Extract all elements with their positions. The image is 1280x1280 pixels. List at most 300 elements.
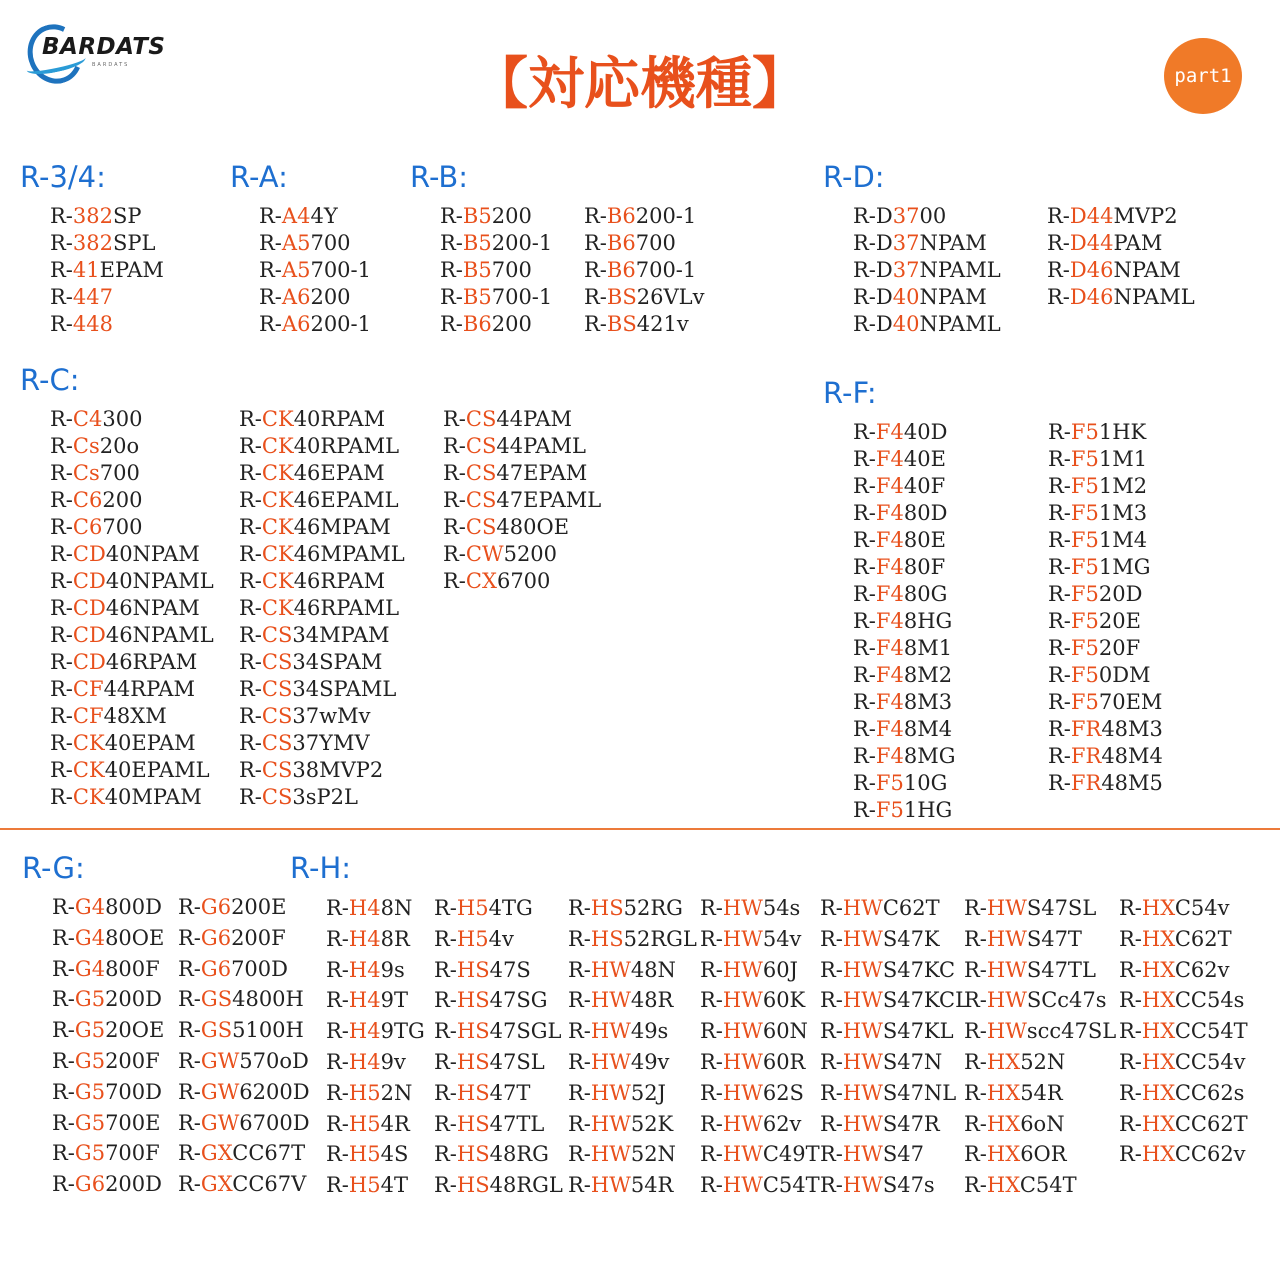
- model-series-code: CS: [465, 434, 497, 458]
- model-item: [52, 1015, 164, 1046]
- model-series-code: CS: [465, 407, 497, 431]
- model-suffix: 46EPAML: [293, 488, 399, 512]
- model-prefix: R-: [50, 785, 73, 809]
- model-suffix: 8M4: [903, 717, 953, 741]
- model-series-code: HX: [1141, 988, 1175, 1013]
- model-prefix: R-: [50, 312, 73, 336]
- model-prefix: R-: [1119, 1049, 1142, 1074]
- model-prefix: R-: [853, 690, 876, 714]
- model-series-code: 448: [72, 312, 114, 336]
- model-item: [568, 1047, 697, 1078]
- model-item: [50, 757, 214, 784]
- model-item: [50, 622, 214, 649]
- model-suffix: 40MPAM: [104, 785, 202, 809]
- model-suffix: 8R: [380, 926, 410, 951]
- model-prefix: R-: [239, 488, 262, 512]
- model-item: [964, 1047, 1116, 1078]
- model-prefix: R-: [178, 1079, 201, 1104]
- model-suffix: 00: [919, 204, 947, 228]
- model-series-code: CK: [261, 596, 294, 620]
- model-item: [820, 985, 969, 1016]
- heading-rg: R-G:: [22, 851, 85, 885]
- model-series-code: GW: [200, 1110, 240, 1135]
- model-suffix: SPL: [113, 231, 156, 255]
- model-prefix: R-D: [853, 312, 893, 336]
- model-suffix: 1HK: [1098, 420, 1147, 444]
- model-list-rd-col2: [1047, 203, 1195, 311]
- model-item: [434, 1078, 563, 1109]
- model-series-code: G6: [200, 956, 232, 981]
- model-prefix: R-: [443, 407, 466, 431]
- model-prefix: R-: [326, 926, 349, 951]
- model-item: [443, 541, 601, 568]
- model-series-code: G5: [74, 1141, 106, 1166]
- model-suffix: 1M4: [1098, 528, 1148, 552]
- model-suffix: 62v: [762, 1111, 802, 1136]
- model-suffix: S47N: [882, 1049, 943, 1074]
- model-prefix: R-: [259, 312, 282, 336]
- model-prefix: R-D: [853, 231, 893, 255]
- model-item: [568, 1139, 697, 1170]
- model-item: [440, 230, 552, 257]
- model-item: [259, 203, 371, 230]
- model-prefix: R-: [50, 407, 73, 431]
- model-item: [50, 514, 214, 541]
- model-list-rd-col1: [853, 203, 1001, 338]
- model-suffix: 700-1: [491, 285, 553, 309]
- model-item: [178, 923, 310, 954]
- model-suffix: 8M1: [903, 636, 953, 660]
- model-suffix: 480OE: [496, 515, 570, 539]
- model-suffix: 8N: [380, 896, 413, 920]
- model-series-code: CD: [72, 569, 106, 593]
- model-prefix: R-: [1048, 447, 1071, 471]
- model-suffix: 47EPAML: [496, 488, 602, 512]
- model-suffix: 200: [491, 312, 532, 336]
- model-prefix: R-: [1119, 957, 1142, 982]
- model-item: [700, 893, 820, 924]
- model-series-code: F4: [875, 474, 904, 498]
- model-suffix: 47SG: [489, 988, 548, 1013]
- model-series-code: HS: [590, 896, 624, 920]
- model-suffix: 48M5: [1101, 771, 1163, 795]
- model-series-code: HW: [722, 1019, 763, 1044]
- model-prefix: R-: [853, 474, 876, 498]
- model-suffix: 4TG: [488, 896, 533, 920]
- model-item: [52, 1108, 164, 1139]
- model-item: [964, 1109, 1116, 1140]
- model-series-code: F5: [875, 798, 904, 822]
- model-suffix: 47S: [489, 957, 531, 982]
- model-item: [853, 662, 956, 689]
- heading-r34: R-3/4:: [20, 160, 106, 194]
- model-series-code: F4: [875, 663, 904, 687]
- model-prefix: R-: [326, 1080, 349, 1105]
- model-series-code: F5: [1070, 609, 1099, 633]
- model-item: [700, 985, 820, 1016]
- model-suffix: 37YMV: [292, 731, 370, 755]
- model-prefix: R-: [434, 1111, 457, 1136]
- model-suffix: 38MVP2: [292, 758, 384, 782]
- model-item: [584, 203, 704, 230]
- model-item: [326, 924, 425, 955]
- model-prefix: R-: [820, 1173, 843, 1198]
- model-item: [1119, 924, 1248, 955]
- model-suffix: 40F: [903, 474, 946, 498]
- model-item: [964, 924, 1116, 955]
- model-prefix: R-: [1048, 771, 1071, 795]
- model-prefix: R-: [964, 896, 987, 920]
- model-item: [820, 1078, 969, 1109]
- model-series-code: HW: [842, 1019, 883, 1044]
- model-suffix: NPAM: [919, 285, 987, 309]
- model-item: [326, 1016, 425, 1047]
- model-suffix: NPAM: [919, 231, 987, 255]
- model-item: [1048, 473, 1163, 500]
- model-prefix: R-: [1047, 231, 1070, 255]
- model-list-rg-col1: [52, 892, 164, 1200]
- model-prefix: R-: [820, 1111, 843, 1136]
- model-suffix: 46RPAM: [293, 569, 386, 593]
- model-item: [326, 985, 425, 1016]
- model-item: [50, 703, 214, 730]
- model-series-code: HW: [842, 1049, 883, 1074]
- model-item: [1119, 893, 1248, 924]
- model-prefix: R-: [239, 731, 262, 755]
- model-item: [434, 1047, 563, 1078]
- model-item: [1048, 743, 1163, 770]
- model-prefix: R-: [853, 582, 876, 606]
- model-suffix: S47SL: [1026, 896, 1097, 920]
- model-suffix: 421v: [636, 312, 689, 336]
- model-item: [326, 1047, 425, 1078]
- model-prefix: R-: [820, 1080, 843, 1105]
- model-item: [853, 284, 1001, 311]
- model-prefix: R-: [820, 957, 843, 982]
- model-suffix: 40E: [903, 447, 946, 471]
- model-series-code: G6: [200, 925, 232, 950]
- model-suffix: 47EPAM: [496, 461, 588, 485]
- model-suffix: 46MPAML: [293, 542, 405, 566]
- model-suffix: CC62T: [1174, 1111, 1248, 1136]
- model-prefix: R-: [434, 1173, 457, 1198]
- model-item: [239, 514, 405, 541]
- model-suffix: 48XM: [103, 704, 167, 728]
- model-prefix: R-: [820, 988, 843, 1013]
- model-series-code: HW: [986, 896, 1027, 920]
- model-prefix: R-: [700, 1019, 723, 1044]
- model-prefix: R-D: [853, 285, 893, 309]
- model-prefix: R-: [440, 285, 463, 309]
- model-prefix: R-: [50, 731, 73, 755]
- model-prefix: R-: [434, 988, 457, 1013]
- model-prefix: R-: [50, 461, 73, 485]
- model-prefix: R-D: [853, 258, 893, 282]
- model-suffix: 700: [635, 231, 676, 255]
- model-item: [568, 893, 697, 924]
- model-series-code: G5: [74, 1110, 106, 1135]
- model-item: [853, 608, 956, 635]
- model-series-code: F4: [875, 528, 904, 552]
- model-item: [239, 730, 405, 757]
- model-prefix: R-: [700, 1173, 723, 1198]
- model-suffix: 700D: [105, 1079, 162, 1104]
- model-item: [853, 257, 1001, 284]
- model-prefix: R-: [820, 926, 843, 951]
- model-item: [178, 1046, 310, 1077]
- model-series-code: HW: [842, 988, 883, 1013]
- model-prefix: R-: [239, 434, 262, 458]
- model-prefix: R-: [52, 1141, 75, 1166]
- model-suffix: 20D: [1098, 582, 1143, 606]
- model-prefix: R-: [700, 1080, 723, 1105]
- model-item: [853, 527, 956, 554]
- model-item: [1119, 985, 1248, 1016]
- model-suffix: 9TG: [380, 1019, 425, 1044]
- model-suffix: 2N: [380, 1080, 413, 1105]
- model-prefix: R-: [964, 1173, 987, 1198]
- model-item: [50, 595, 214, 622]
- model-series-code: 382: [72, 231, 114, 255]
- model-suffix: 700-1: [635, 258, 697, 282]
- model-series-code: G4: [74, 895, 106, 919]
- model-prefix: R-: [964, 1080, 987, 1105]
- model-suffix: S47T: [1026, 926, 1082, 951]
- model-prefix: R-: [326, 957, 349, 982]
- model-list-ra-col1: [259, 203, 371, 338]
- model-series-code: F4: [875, 717, 904, 741]
- model-series-code: A5: [281, 231, 311, 255]
- model-suffix: 40NPAM: [105, 542, 200, 566]
- model-series-code: HW: [986, 1019, 1027, 1044]
- model-series-code: H5: [348, 1080, 381, 1105]
- model-series-code: F4: [875, 744, 904, 768]
- model-prefix: R-: [50, 569, 73, 593]
- model-prefix: R-: [239, 650, 262, 674]
- model-item: [820, 1016, 969, 1047]
- model-suffix: 300: [102, 407, 143, 431]
- model-series-code: CK: [72, 785, 105, 809]
- model-suffix: 52J: [630, 1080, 666, 1105]
- model-series-code: CK: [72, 731, 105, 755]
- model-prefix: R-: [52, 1048, 75, 1073]
- model-prefix: R-: [434, 1049, 457, 1074]
- model-item: [853, 473, 956, 500]
- model-prefix: R-: [568, 1142, 591, 1167]
- model-series-code: A5: [281, 258, 311, 282]
- model-series-code: CK: [72, 758, 105, 782]
- model-item: [434, 893, 563, 924]
- model-suffix: 52N: [630, 1142, 676, 1167]
- model-item: [50, 433, 214, 460]
- model-suffix: 47TL: [489, 1111, 545, 1136]
- model-item: [259, 284, 371, 311]
- model-item: [326, 1170, 425, 1201]
- model-prefix: R-: [1047, 204, 1070, 228]
- model-item: [568, 1170, 697, 1201]
- model-series-code: F4: [875, 501, 904, 525]
- model-suffix: 4Y: [310, 204, 338, 228]
- model-suffix: 8M2: [903, 663, 953, 687]
- model-series-code: HX: [1141, 957, 1175, 982]
- model-prefix: R-: [326, 1111, 349, 1136]
- model-suffix: 200F: [105, 1048, 160, 1073]
- model-item: [853, 446, 956, 473]
- model-suffix: 6OR: [1020, 1142, 1067, 1167]
- model-prefix: R-: [259, 204, 282, 228]
- model-list-rh-col2: [434, 893, 563, 1201]
- model-series-code: HS: [590, 926, 624, 951]
- model-prefix: R-: [50, 596, 73, 620]
- model-suffix: 20F: [1098, 636, 1141, 660]
- model-prefix: R-: [853, 609, 876, 633]
- brand-subtext: BARDATS: [92, 62, 130, 68]
- model-series-code: CK: [261, 407, 294, 431]
- model-item: [434, 1109, 563, 1140]
- model-series-code: CD: [72, 542, 106, 566]
- model-item: [1119, 1078, 1248, 1109]
- model-item: [178, 954, 310, 985]
- model-series-code: HW: [722, 1173, 763, 1198]
- model-series-code: HX: [1141, 1080, 1175, 1105]
- model-suffix: 48N: [630, 957, 676, 982]
- model-prefix: R-: [568, 988, 591, 1013]
- model-prefix: R-: [1119, 896, 1142, 920]
- model-series-code: HW: [722, 1111, 763, 1136]
- model-prefix: R-: [440, 204, 463, 228]
- model-suffix: 700: [491, 258, 532, 282]
- model-suffix: 700: [99, 461, 140, 485]
- model-item: [568, 1016, 697, 1047]
- model-prefix: R-: [964, 988, 987, 1013]
- model-prefix: R-: [178, 895, 201, 919]
- model-item: [1048, 716, 1163, 743]
- model-series-code: HX: [986, 1173, 1020, 1198]
- model-prefix: R-: [50, 488, 73, 512]
- model-suffix: SCc47s: [1026, 988, 1107, 1013]
- model-suffix: 40EPAM: [104, 731, 196, 755]
- brand-name: BARDATS: [42, 34, 166, 60]
- model-prefix: R-: [326, 1173, 349, 1198]
- model-item: [178, 892, 310, 923]
- model-suffix: 40RPAM: [293, 407, 386, 431]
- model-prefix: R-: [853, 555, 876, 579]
- model-series-code: HW: [722, 1049, 763, 1074]
- model-series-code: G4: [74, 925, 106, 950]
- model-prefix: R-: [50, 258, 73, 282]
- model-item: [443, 406, 601, 433]
- model-prefix: R-: [178, 1141, 201, 1166]
- model-prefix: R-: [964, 1142, 987, 1167]
- model-item: [820, 955, 969, 986]
- model-item: [700, 1047, 820, 1078]
- model-item: [239, 406, 405, 433]
- model-item: [50, 784, 214, 811]
- model-prefix: R-: [1119, 988, 1142, 1013]
- model-item: [178, 1169, 310, 1200]
- model-suffix: 800F: [105, 956, 160, 981]
- model-prefix: R-: [568, 1049, 591, 1074]
- model-prefix: R-: [443, 515, 466, 539]
- model-suffix: 6200D: [239, 1079, 310, 1104]
- model-item: [1119, 1016, 1248, 1047]
- model-series-code: HX: [1141, 1142, 1175, 1167]
- model-prefix: R-: [964, 1111, 987, 1136]
- model-prefix: R-: [1048, 744, 1071, 768]
- model-prefix: R-: [50, 515, 73, 539]
- model-suffix: CC67T: [232, 1141, 306, 1166]
- model-list-rh-col4: [700, 893, 820, 1201]
- model-series-code: CS: [465, 515, 497, 539]
- model-list-rg-col2: [178, 892, 310, 1200]
- model-suffix: 49s: [630, 1019, 669, 1044]
- model-prefix: R-: [1048, 717, 1071, 741]
- model-prefix: R-: [584, 258, 607, 282]
- model-item: [964, 893, 1116, 924]
- model-series-code: CF: [72, 677, 104, 701]
- model-prefix: R-: [1048, 528, 1071, 552]
- model-item: [584, 311, 704, 338]
- model-series-code: G6: [200, 895, 232, 919]
- model-item: [239, 595, 405, 622]
- model-series-code: BS: [606, 285, 637, 309]
- heading-rh: R-H:: [290, 851, 352, 885]
- model-item: [440, 257, 552, 284]
- model-suffix: 8M3: [903, 690, 953, 714]
- model-series-code: CK: [261, 542, 294, 566]
- model-series-code: H5: [348, 1111, 381, 1136]
- model-item: [820, 924, 969, 955]
- model-series-code: GW: [200, 1079, 240, 1104]
- model-item: [1048, 662, 1163, 689]
- model-suffix: 37wMv: [292, 704, 371, 728]
- model-prefix: R-: [568, 896, 591, 920]
- model-suffix: 34SPAM: [292, 650, 383, 674]
- model-series-code: B5: [462, 285, 492, 309]
- model-prefix: R-: [52, 956, 75, 981]
- model-prefix: R-: [853, 744, 876, 768]
- model-list-rb-col2: [584, 203, 704, 338]
- model-prefix: R-: [1048, 555, 1071, 579]
- model-suffix: NPAML: [919, 312, 1001, 336]
- model-prefix: R-: [178, 1018, 201, 1043]
- model-series-code: F4: [875, 555, 904, 579]
- model-item: [1119, 1139, 1248, 1170]
- model-item: [52, 1077, 164, 1108]
- model-suffix: 4v: [488, 926, 514, 951]
- model-item: [326, 955, 425, 986]
- model-series-code: H5: [456, 896, 489, 920]
- model-suffix: CC54T: [1174, 1019, 1248, 1044]
- model-item: [440, 311, 552, 338]
- model-series-code: FR: [1070, 717, 1102, 741]
- model-suffix: 10G: [903, 771, 948, 795]
- model-series-code: CS: [261, 758, 293, 782]
- model-suffix: CC54v: [1174, 1049, 1246, 1074]
- model-item: [584, 284, 704, 311]
- model-item: [50, 730, 214, 757]
- model-series-code: HW: [722, 896, 763, 920]
- model-series-code: G4: [74, 956, 106, 981]
- model-prefix: R-: [1048, 690, 1071, 714]
- model-suffix: 700E: [105, 1110, 161, 1135]
- heading-rf: R-F:: [823, 376, 877, 410]
- model-item: [52, 954, 164, 985]
- model-series-code: CD: [72, 596, 106, 620]
- model-series-code: CK: [261, 488, 294, 512]
- model-prefix: R-: [434, 896, 457, 920]
- model-prefix: R-: [178, 1172, 201, 1197]
